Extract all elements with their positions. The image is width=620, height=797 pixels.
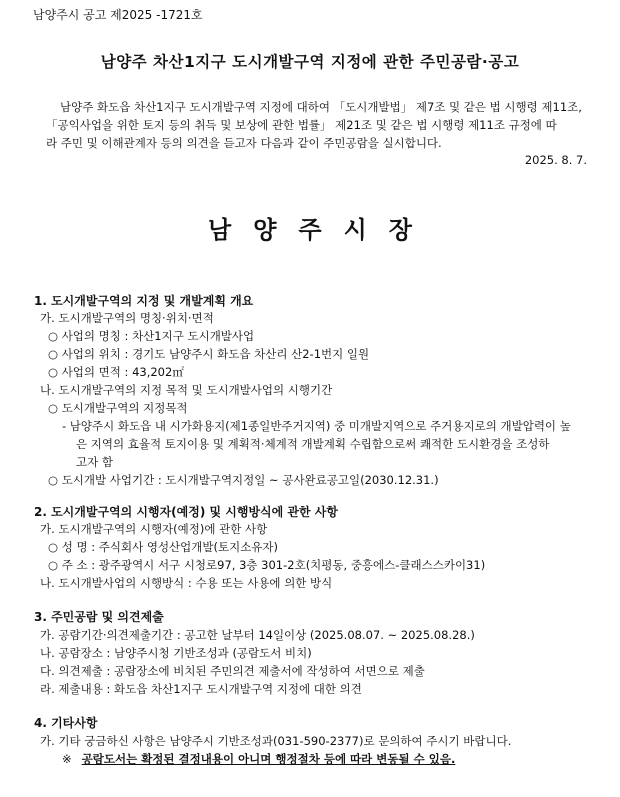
document-date: 2025. 8. 7. [524, 153, 587, 167]
section-2-item-b: 나. 도시개발사업의 시행방식 : 수용 또는 사용에 의한 방식 [40, 576, 333, 590]
section-1-purpose-line-2: 은 지역의 효율적 토지이용 및 계획적·체계적 개발계획 수립함으로써 쾌적한 도시환경을 조성하 [76, 437, 550, 451]
section-3-item-c: 다. 의견제출 : 공람장소에 비치된 주민의견 제출서에 작성하여 서면으로 제출 [40, 664, 425, 678]
intro-line-3: 라 주민 및 이해관계자 등의 의견을 듣고자 다음과 같이 주민공람을 실시합니다. [46, 136, 442, 150]
section-1-purpose-line-3: 고자 함 [76, 455, 113, 469]
section-1-item-a2: ○ 사업의 위치 : 경기도 남양주시 화도읍 차산리 산2-1번지 일원 [48, 347, 370, 361]
intro-line-2: 「공익사업을 위한 토지 등의 취득 및 보상에 관한 법률」 제21조 및 같은 법 시행령 제11조 규정에 따 [46, 118, 557, 132]
section-2-item-a1: ○ 성 명 : 주식회사 영성산업개발(토지소유자) [48, 540, 279, 554]
section-1-item-a3: ○ 사업의 면적 : 43,202㎡ [48, 365, 184, 379]
section-4-heading: 4. 기타사항 [34, 716, 98, 730]
section-2-heading: 2. 도시개발구역의 시행자(예정) 및 시행방식에 관한 사항 [34, 505, 338, 519]
section-3-heading: 3. 주민공람 및 의견제출 [34, 610, 164, 624]
intro-line-1: 남양주 화도읍 차산1지구 도시개발구역 지정에 대하여 「도시개발법」 제7조 및 같은 법 시행령 제11조, [60, 100, 582, 114]
section-2-item-a2: ○ 주 소 : 광주광역시 서구 시청로97, 3층 301-2호(치평동, 중흥에스-클래스스카이31) [48, 558, 486, 572]
note-mark: ※ [62, 752, 72, 766]
disclaimer-text: 공람도서는 확정된 결정내용이 아니며 행정절차 등에 따라 변동될 수 있음. [81, 752, 456, 766]
section-2-item-a: 가. 도시개발구역의 시행자(예정)에 관한 사항 [40, 522, 268, 536]
section-4-item-a: 가. 기타 궁금하신 사항은 남양주시 기반조성과(031-590-2377)로 문의하여 주시기 바랍니다. [40, 734, 512, 748]
section-1-item-a: 가. 도시개발구역의 명칭·위치·면적 [40, 311, 214, 325]
section-3-item-a: 가. 공람기간·의견제출기간 : 공고한 날부터 14일이상 (2025.08.07. ~ 2025.08.28.) [40, 628, 475, 642]
section-1-item-b1: ○ 도시개발구역의 지정목적 [48, 401, 188, 415]
section-3-item-b: 나. 공람장소 : 남양주시청 기반조성과 (공람도서 비치) [40, 646, 312, 660]
section-1-item-b2: ○ 도시개발 사업기간 : 도시개발구역지정일 ~ 공사완료공고일(2030.12.31.) [48, 473, 439, 487]
section-3-item-d: 라. 제출내용 : 화도읍 차산1지구 도시개발구역 지정에 대한 의견 [40, 682, 362, 696]
notice-number: 남양주시 공고 제2025 -1721호 [33, 8, 203, 22]
section-1-item-a1: ○ 사업의 명칭 : 차산1지구 도시개발사업 [48, 329, 255, 343]
disclaimer-note [62, 751, 455, 767]
section-1-heading: 1. 도시개발구역의 지정 및 개발계획 개요 [34, 294, 254, 308]
signer-name: 남양주시장 [208, 216, 434, 244]
section-1-item-b: 나. 도시개발구역의 지정 목적 및 도시개발사업의 시행기간 [40, 383, 333, 397]
document-title: 남양주 차산1지구 도시개발구역 지정에 관한 주민공람·공고 [100, 53, 520, 71]
section-1-purpose-line-1: - 남양주시 화도읍 내 시가화용지(제1종일반주거지역) 중 미개발지역으로 주거용지로의 개발압력이 높 [62, 419, 571, 433]
